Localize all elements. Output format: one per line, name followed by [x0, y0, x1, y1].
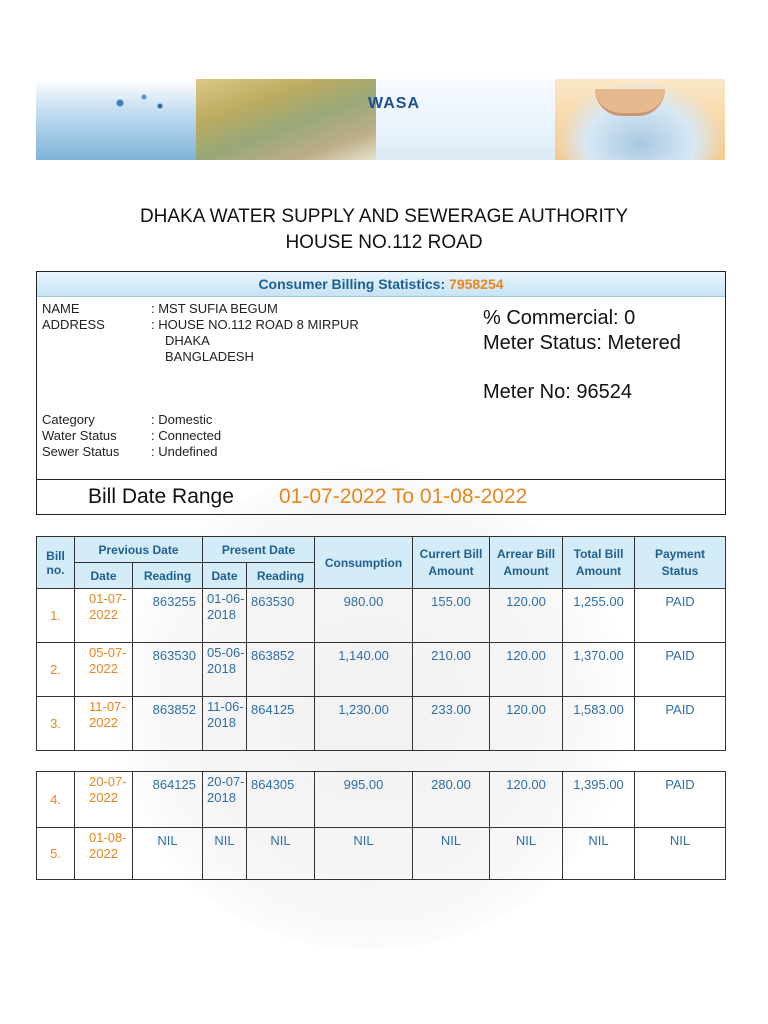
payment-status: PAID — [635, 589, 726, 643]
prev-date: 05-07-2022 — [75, 643, 133, 697]
category-value: : Domestic — [151, 412, 213, 427]
total-bill: 1,370.00 — [563, 643, 635, 697]
banner-landscape-image — [196, 79, 376, 160]
total-bill: 1,395.00 — [563, 772, 635, 828]
prev-reading: NIL — [133, 828, 203, 880]
col-prev-date: Date — [75, 563, 133, 589]
wasa-banner — [36, 79, 725, 160]
col-pres-reading: Reading — [247, 563, 315, 589]
table-row — [37, 828, 726, 880]
consumption: 980.00 — [315, 589, 413, 643]
pres-reading: NIL — [247, 828, 315, 880]
meter-number: Meter No: 96524 — [483, 381, 632, 403]
bill-no: 1. — [37, 589, 75, 643]
prev-reading: 863530 — [133, 643, 203, 697]
col-arrear-bill: Arrear Bill Amount — [490, 537, 563, 589]
address-title: HOUSE NO.112 ROAD — [285, 232, 483, 253]
table-row — [37, 697, 726, 751]
arrear-bill: 120.00 — [490, 589, 563, 643]
bill-no: 2. — [37, 643, 75, 697]
bill-date-range-value: 01-07-2022 To 01-08-2022 — [279, 485, 528, 508]
payment-status: PAID — [635, 772, 726, 828]
bill-no: 4. — [37, 772, 75, 828]
consumption: 1,230.00 — [315, 697, 413, 751]
pres-reading: 863852 — [247, 643, 315, 697]
consumer-number: 7958254 — [449, 276, 504, 292]
col-consumption: Consumption — [315, 537, 413, 589]
payment-status: PAID — [635, 697, 726, 751]
prev-reading: 863852 — [133, 697, 203, 751]
bill-no: 3. — [37, 697, 75, 751]
banner-drops-image — [96, 85, 176, 115]
address-line1: : HOUSE NO.112 ROAD 8 MIRPUR — [151, 317, 359, 332]
arrear-bill: 120.00 — [490, 697, 563, 751]
authority-title: DHAKA WATER SUPPLY AND SEWERAGE AUTHORITY — [139, 206, 629, 227]
col-current-bill: Currert Bill Amount — [413, 537, 490, 589]
col-prev-reading: Reading — [133, 563, 203, 589]
water-status-value: : Connected — [151, 428, 222, 443]
consumption: 995.00 — [315, 772, 413, 828]
pres-reading: 864125 — [247, 697, 315, 751]
current-bill: 155.00 — [413, 589, 490, 643]
col-payment-status: Payment Status — [635, 537, 726, 589]
consumer-info-box — [36, 271, 726, 515]
col-present-date: Present Date — [203, 537, 315, 563]
name-label: NAME — [42, 301, 80, 316]
billing-table — [36, 536, 726, 751]
col-bill-no: Bill no. — [37, 537, 75, 589]
address-line2: DHAKA — [165, 333, 210, 348]
total-bill: 1,583.00 — [563, 697, 635, 751]
bill-no: 5. — [37, 828, 75, 880]
prev-reading: 863255 — [133, 589, 203, 643]
billing-table-continued — [36, 771, 726, 880]
prev-date: 01-07-2022 — [75, 589, 133, 643]
current-bill: 210.00 — [413, 643, 490, 697]
pres-reading: 864305 — [247, 772, 315, 828]
prev-reading: 864125 — [133, 772, 203, 828]
col-previous-date: Previous Date — [75, 537, 203, 563]
consumer-heading — [37, 272, 725, 297]
address-line3: BANGLADESH — [165, 349, 254, 364]
col-total-bill: Total Bill Amount — [563, 537, 635, 589]
pres-date: 11-06-2018 — [203, 697, 247, 751]
prev-date: 01-08-2022 — [75, 828, 133, 880]
table-row — [37, 589, 726, 643]
sewer-status-value: : Undefined — [151, 444, 218, 459]
pres-date: 05-06-2018 — [203, 643, 247, 697]
table-row — [37, 772, 726, 828]
name-value: : MST SUFIA BEGUM — [151, 301, 278, 316]
prev-date: 11-07-2022 — [75, 697, 133, 751]
pres-date: 20-07-2018 — [203, 772, 247, 828]
bill-date-range-row — [37, 479, 725, 514]
current-bill: NIL — [413, 828, 490, 880]
commercial-percent: % Commercial: 0 — [483, 307, 636, 329]
current-bill: 280.00 — [413, 772, 490, 828]
consumer-heading-label: Consumer Billing Statistics: — [258, 276, 446, 292]
total-bill: 1,255.00 — [563, 589, 635, 643]
current-bill: 233.00 — [413, 697, 490, 751]
bill-date-range-label: Bill Date Range — [88, 485, 234, 508]
wasa-logo-text: WASA — [368, 95, 420, 112]
payment-status: PAID — [635, 643, 726, 697]
water-status-label: Water Status — [42, 428, 117, 443]
payment-status: NIL — [635, 828, 726, 880]
arrear-bill: 120.00 — [490, 772, 563, 828]
pres-date: NIL — [203, 828, 247, 880]
meter-status: Meter Status: Metered — [483, 332, 681, 354]
arrear-bill: 120.00 — [490, 643, 563, 697]
arrear-bill: NIL — [490, 828, 563, 880]
total-bill: NIL — [563, 828, 635, 880]
table-row — [37, 643, 726, 697]
address-label: ADDRESS — [42, 317, 105, 332]
prev-date: 20-07-2022 — [75, 772, 133, 828]
category-label: Category — [42, 412, 95, 427]
pres-date: 01-06-2018 — [203, 589, 247, 643]
col-pres-date: Date — [203, 563, 247, 589]
consumption: 1,140.00 — [315, 643, 413, 697]
pres-reading: 863530 — [247, 589, 315, 643]
sewer-status-label: Sewer Status — [42, 444, 120, 459]
consumption: NIL — [315, 828, 413, 880]
